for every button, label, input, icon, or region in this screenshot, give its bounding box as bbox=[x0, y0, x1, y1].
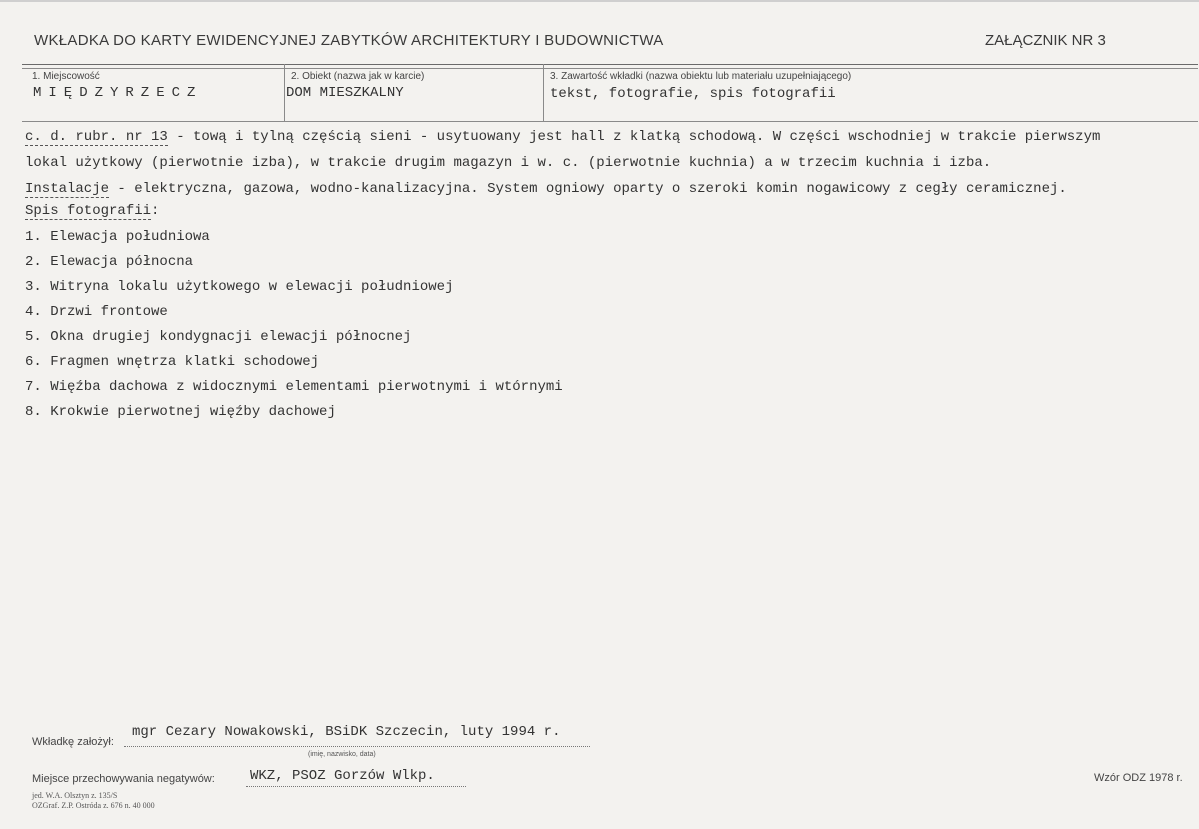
divider bbox=[22, 68, 1198, 69]
locality-label: 1. Miejscowość bbox=[32, 71, 100, 82]
body-line-3 bbox=[25, 181, 1067, 197]
attachment-number: ZAŁĄCZNIK NR 3 bbox=[985, 32, 1106, 49]
photo-item: 6. Fragmen wnętrza klatki schodowej bbox=[25, 354, 320, 370]
section-ref: c. d. rubr. nr 13 bbox=[25, 129, 168, 145]
form-title: WKŁADKA DO KARTY EWIDENCYJNEJ ZABYTKÓW ARCHITEKTURY I BUDOWNICTWA bbox=[34, 32, 664, 49]
divider bbox=[22, 121, 1198, 122]
body-line-2: lokal użytkowy (pierwotnie izba), w trakcie drugim magazyn i w. c. (pierwotnie kuchnia) a w trzecim kuchnia i izba. bbox=[25, 155, 992, 171]
photo-item: 1. Elewacja południowa bbox=[25, 229, 210, 245]
body-text: - elektryczna, gazowa, wodno-kanalizacyjna. System ogniowy oparty o szeroki komin nogawicowy z cegły ceramicznej. bbox=[109, 181, 1067, 197]
author-value: mgr Cezary Nowakowski, BSiDK Szczecin, luty 1994 r. bbox=[132, 724, 561, 740]
photo-item: 8. Krokwie pierwotnej więźby dachowej bbox=[25, 404, 336, 420]
photo-item: 7. Więźba dachowa z widocznymi elementami pierwotnymi i wtórnymi bbox=[25, 379, 563, 395]
contents-label: 3. Zawartość wkładki (nazwa obiektu lub materiału uzupełniającego) bbox=[550, 71, 852, 82]
print-info-1: jed. W.A. Olsztyn z. 135/S bbox=[32, 791, 118, 800]
object-label: 2. Obiekt (nazwa jak w karcie) bbox=[291, 71, 425, 82]
photo-item: 2. Elewacja północna bbox=[25, 254, 194, 270]
column-divider bbox=[284, 64, 285, 121]
dotted-line bbox=[124, 746, 590, 747]
divider bbox=[22, 64, 1198, 65]
column-divider bbox=[543, 64, 544, 121]
negatives-label: Miejsce przechowywania negatywów: bbox=[32, 773, 215, 785]
negatives-value: WKZ, PSOZ Gorzów Wlkp. bbox=[250, 768, 435, 784]
body-text: - tową i tylną częścią sieni - usytuowany jest hall z klatką schodową. W części wschodniej w trakcie pierwszym bbox=[167, 129, 1101, 145]
print-info-2: OZGraf. Z.P. Ostróda z. 676 n. 40 000 bbox=[32, 801, 155, 810]
photo-item: 3. Witryna lokalu użytkowego w elewacji południowej bbox=[25, 279, 454, 295]
object-value: DOM MIESZKALNY bbox=[286, 85, 404, 101]
author-label: Wkładkę założył: bbox=[32, 736, 114, 748]
author-caption: (imię, nazwisko, data) bbox=[308, 751, 376, 758]
photo-list-heading: Spis fotografii: bbox=[25, 203, 160, 219]
locality-value: MIĘDZYRZECZ bbox=[33, 85, 203, 101]
photo-item: 4. Drzwi frontowe bbox=[25, 304, 168, 320]
installations-heading: Instalacje bbox=[25, 181, 110, 197]
photo-item: 5. Okna drugiej kondygnacji elewacji północnej bbox=[25, 329, 412, 345]
body-line-1 bbox=[25, 129, 1100, 145]
contents-value: tekst, fotografie, spis fotografii bbox=[550, 86, 836, 102]
dotted-line bbox=[246, 786, 466, 787]
form-code: Wzór ODZ 1978 r. bbox=[1094, 772, 1183, 784]
